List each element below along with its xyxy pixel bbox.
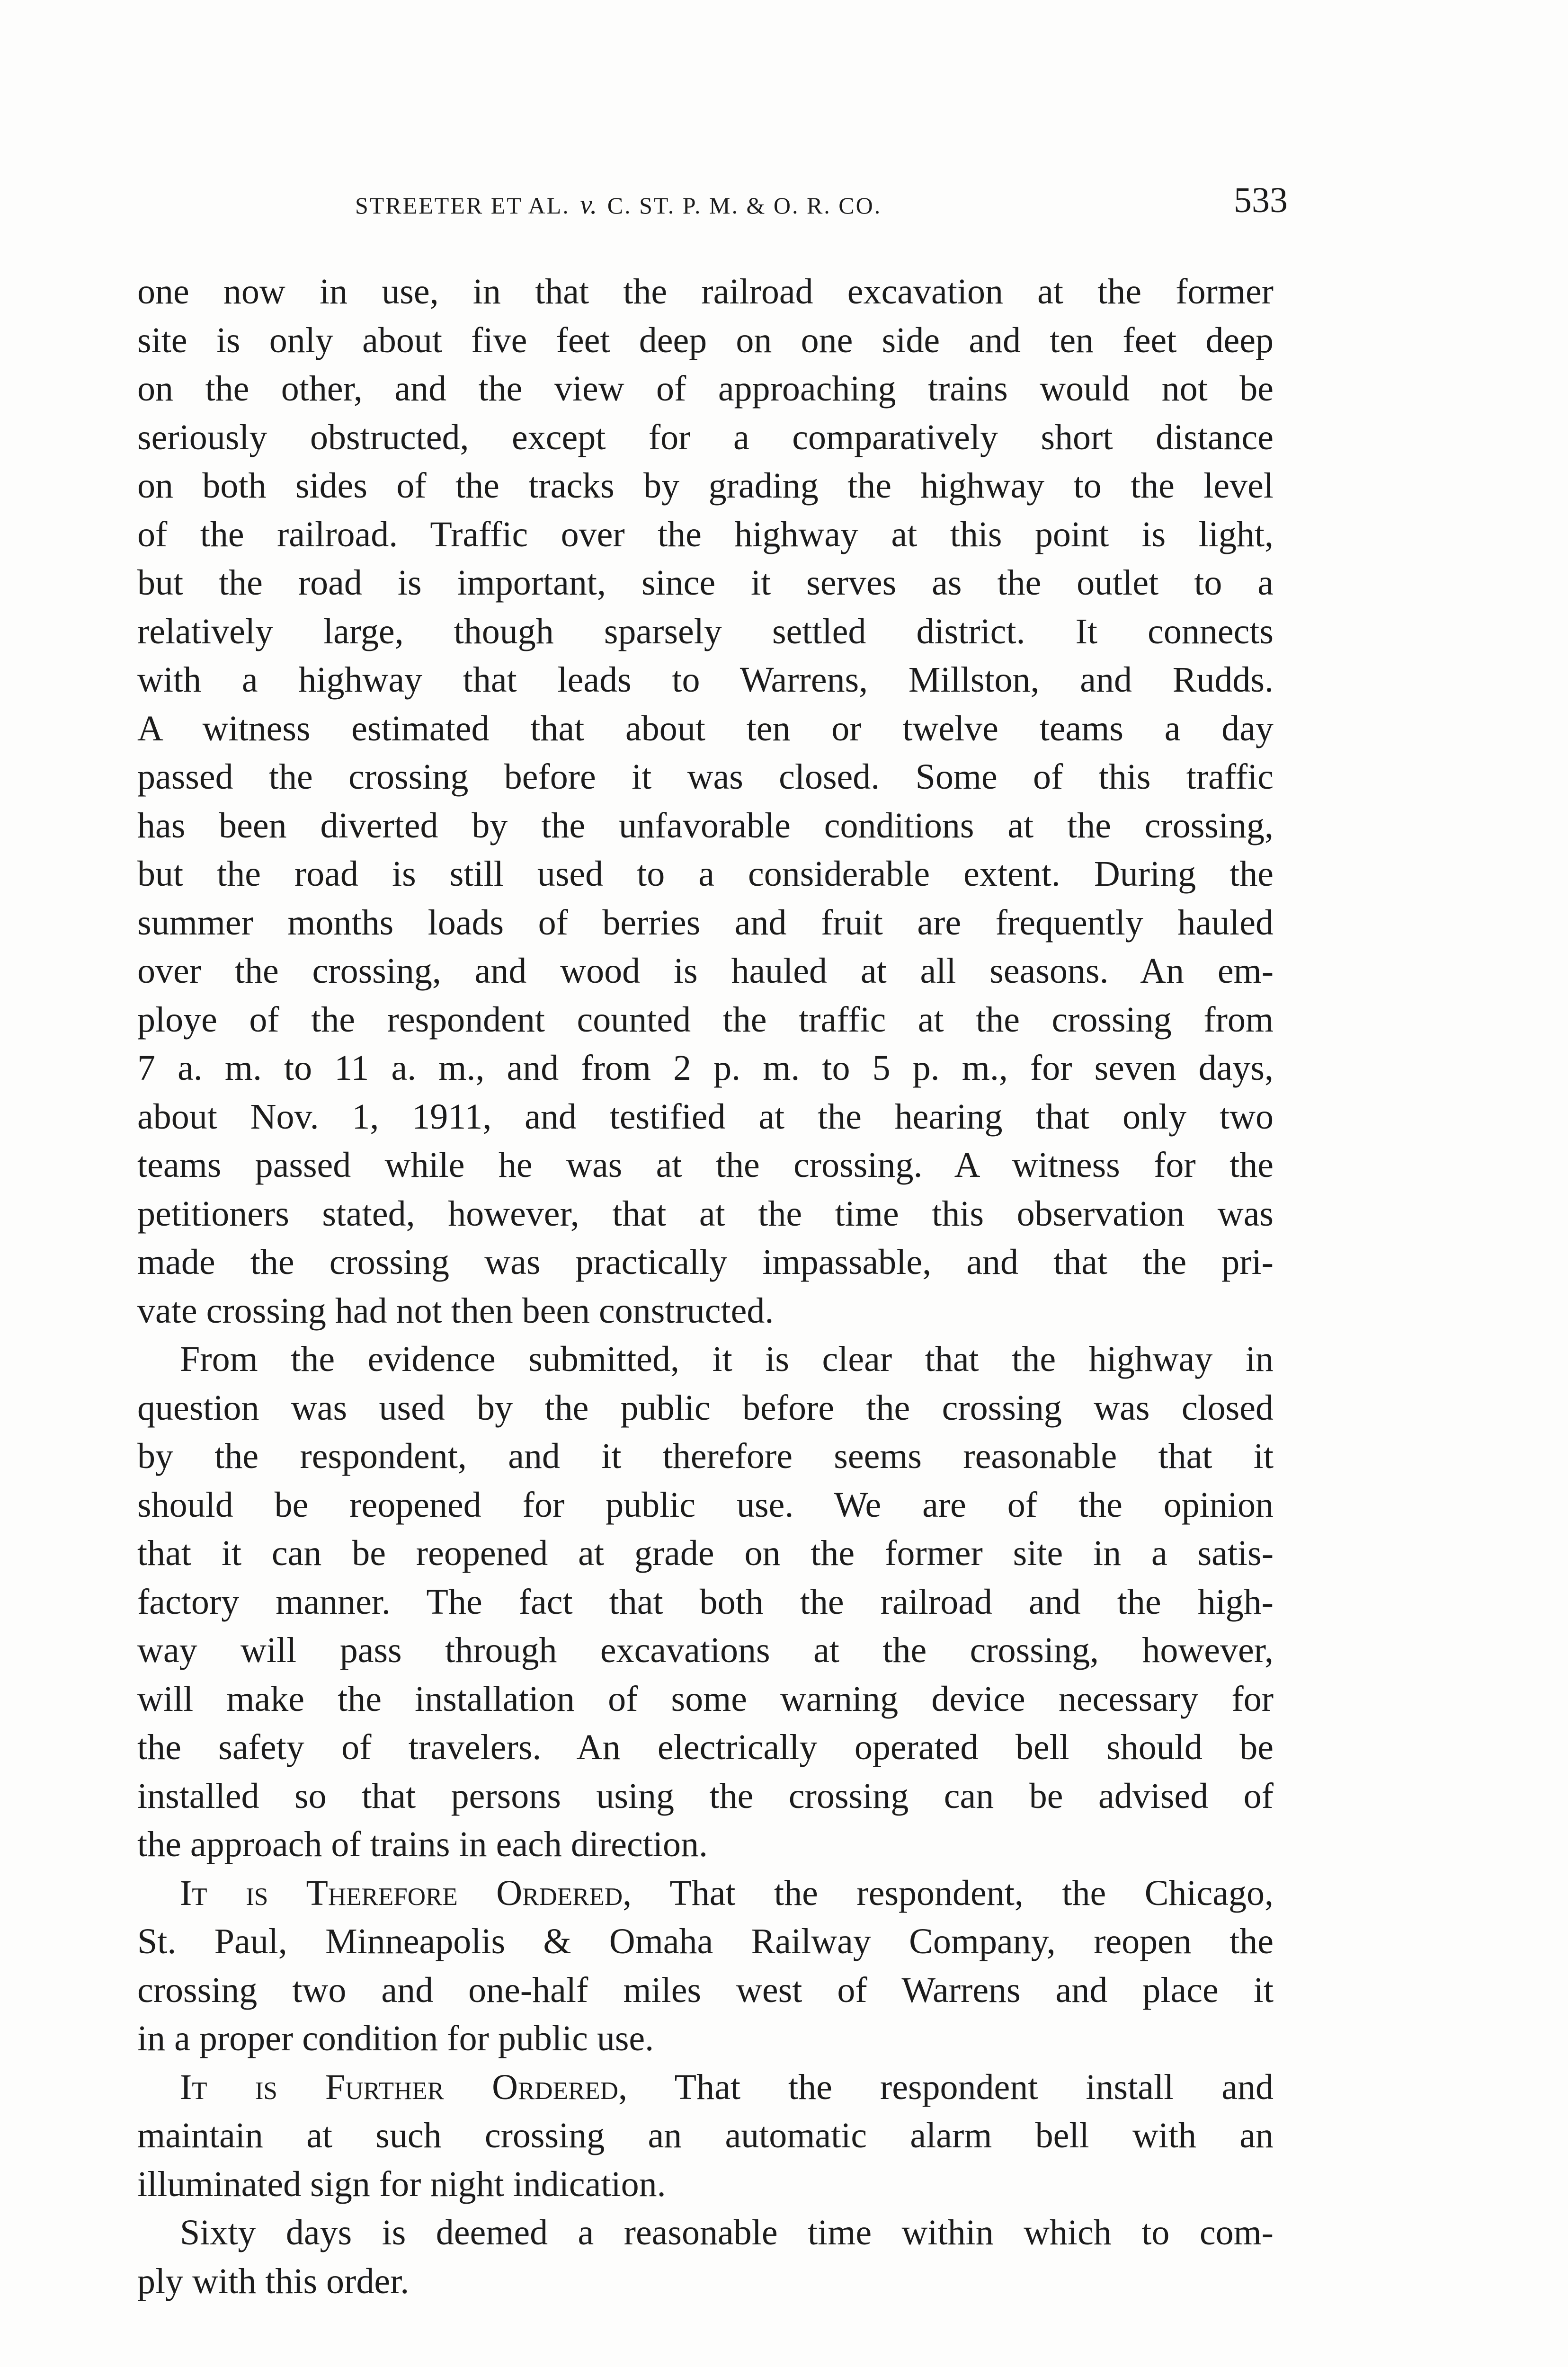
paragraph-compliance-time <box>137 2208 1274 2305</box>
text-line: site is only about five feet deep on one side and ten feet deep <box>137 320 1274 360</box>
running-head-versus: v. <box>580 189 597 220</box>
order-lead: It is Further Ordered, <box>180 2067 627 2107</box>
text-line: crossing two and one-half miles west of Warrens and place it <box>137 1970 1274 2010</box>
running-head-railway: C. ST. P. M. & O. R. CO. <box>607 192 882 219</box>
text-line: ploye of the respondent counted the traffic at the crossing from <box>137 999 1274 1040</box>
text-line: way will pass through excavations at the crossing, however, <box>137 1630 1274 1670</box>
text-line: Sixty days is deemed a reasonable time within which to com- <box>180 2213 1274 2252</box>
text-line: should be reopened for public use. We are of the opinion <box>137 1485 1274 1525</box>
text-line: ply with this order. <box>137 2261 410 2301</box>
text-line: St. Paul, Minneapolis & Omaha Railway Company, reopen the <box>137 1922 1274 1961</box>
text-line: one now in use, in that the railroad excavation at the former <box>137 272 1274 311</box>
order-lead-rest: That the respondent, the Chicago, <box>669 1873 1274 1913</box>
text-line: From the evidence submitted, it is clear that the highway in <box>180 1339 1274 1379</box>
running-head-parties: STREETER ET AL. <box>355 192 570 219</box>
order-lead-rest: That the respondent install and <box>674 2067 1274 2107</box>
text-line: but the road is still used to a considerable extent. During the <box>137 854 1274 894</box>
text-line: of the railroad. Traffic over the highway at this point is light, <box>137 514 1274 554</box>
text-line: vate crossing had not then been constructed. <box>137 1290 774 1331</box>
text-line: seriously obstructed, except for a comparatively short distance <box>137 417 1274 457</box>
text-line: relatively large, though sparsely settled district. It connects <box>137 611 1274 651</box>
text-line: petitioners stated, however, that at the time this observation was <box>137 1193 1274 1234</box>
paragraph-traffic-description <box>137 267 1274 1335</box>
paragraph-order-reopen <box>137 1869 1274 2063</box>
text-line: A witness estimated that about ten or twelve teams a day <box>137 708 1274 748</box>
text-line: over the crossing, and wood is hauled at all seasons. An em- <box>137 951 1274 991</box>
page-number: 533 <box>1234 180 1288 220</box>
text-line: passed the crossing before it was closed. Some of this traffic <box>137 757 1274 797</box>
text-line: factory manner. The fact that both the railroad and the high- <box>137 1582 1274 1622</box>
text-line: with a highway that leads to Warrens, Millston, and Rudds. <box>137 660 1274 700</box>
text-line: that it can be reopened at grade on the former site in a satis- <box>137 1533 1274 1573</box>
paragraph-order-alarm <box>137 2063 1274 2209</box>
order-lead: It is Therefore Ordered, <box>180 1873 632 1913</box>
text-line: on the other, and the view of approaching trains would not be <box>137 369 1274 409</box>
text-line: the safety of travelers. An electrically operated bell should be <box>137 1727 1274 1767</box>
text-line: about Nov. 1, 1911, and testified at the hearing that only two <box>137 1096 1274 1137</box>
text-line: on both sides of the tracks by grading the highway to the level <box>137 466 1274 506</box>
text-line: but the road is important, since it serves as the outlet to a <box>137 563 1274 603</box>
text-line: will make the installation of some warning device necessary for <box>137 1679 1274 1719</box>
text-line: teams passed while he was at the crossing. A witness for the <box>137 1145 1274 1185</box>
text-line: 7 a. m. to 11 a. m., and from 2 p. m. to 5 p. m., for seven days, <box>137 1048 1274 1088</box>
text-line: made the crossing was practically impassable, and that the pri- <box>137 1242 1274 1282</box>
page-header <box>137 180 1288 232</box>
text-line: question was used by the public before the crossing was closed <box>137 1388 1274 1428</box>
text-line: summer months loads of berries and fruit are frequently hauled <box>137 902 1274 943</box>
text-line <box>137 2063 1274 2112</box>
body-text <box>137 267 1274 2305</box>
text-line: the approach of trains in each direction. <box>137 1824 708 1864</box>
text-line: maintain at such crossing an automatic alarm bell with an <box>137 2116 1274 2155</box>
text-line: has been diverted by the unfavorable conditions at the crossing, <box>137 805 1274 845</box>
text-line: installed so that persons using the crossing can be advised of <box>137 1776 1274 1816</box>
running-head <box>355 188 882 220</box>
text-line: illuminated sign for night indication. <box>137 2164 666 2204</box>
text-line: by the respondent, and it therefore seems reasonable that it <box>137 1436 1274 1476</box>
paragraph-opinion <box>137 1335 1274 1869</box>
text-line: in a proper condition for public use. <box>137 2019 654 2058</box>
text-line <box>137 1869 1274 1918</box>
